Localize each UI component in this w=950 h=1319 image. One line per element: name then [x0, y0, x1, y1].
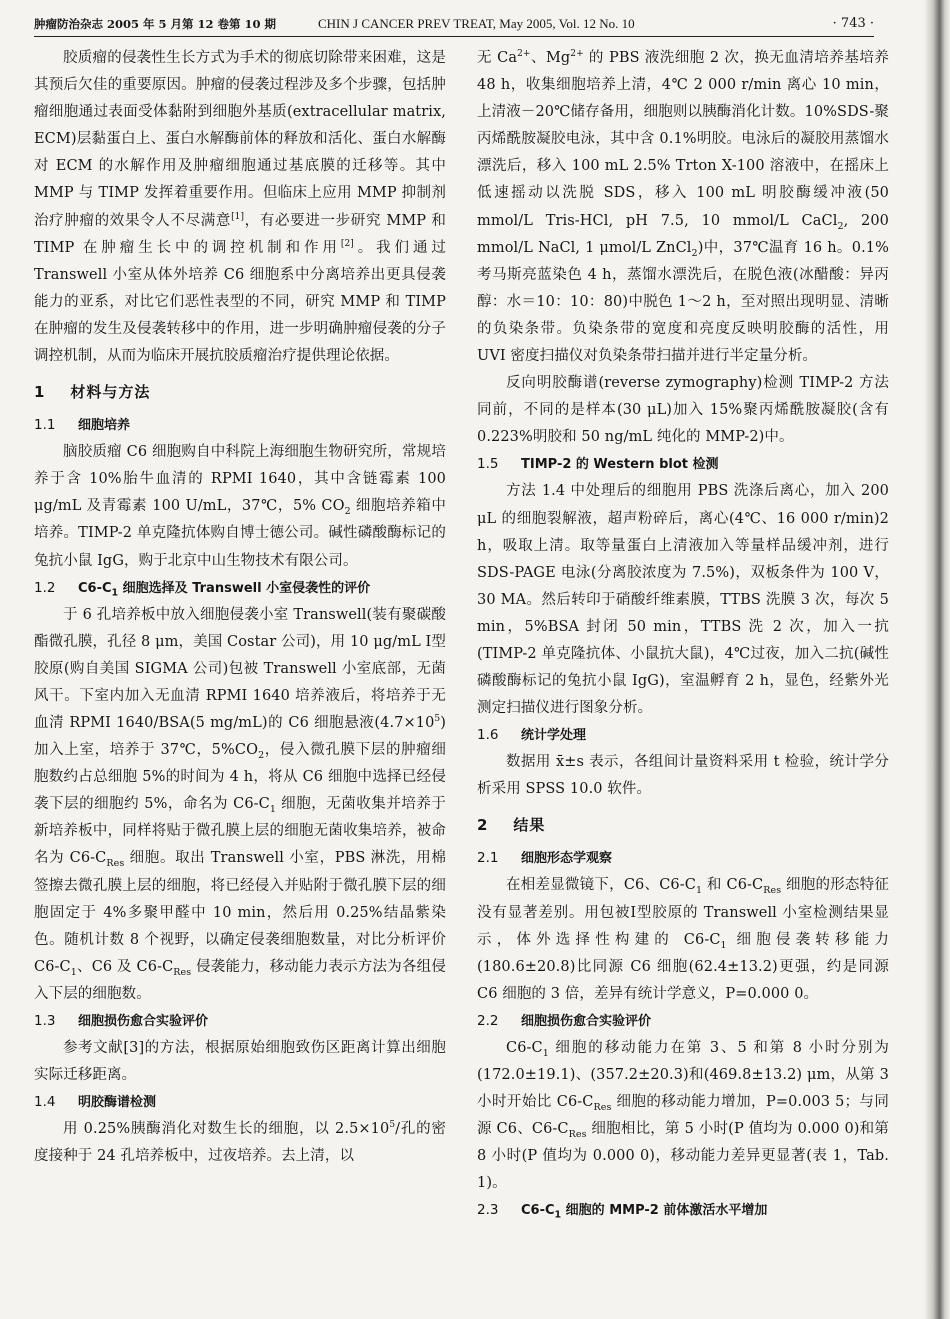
paragraph-1-4-continued: 无 $Ca^{2+}$、$Mg^{2+}$ 的 PBS 液洗细胞 2 次，换无血清培养基培养 48 h，收集细胞培养上清，4℃ 2 000 r/min 离心 10 min，上清液－20℃储存备用，细胞则以胰酶消化计数。10%SDS-聚丙烯酰胺凝胶电泳，其中含 0.1%明胶。电泳后的凝胶用蒸馏水漂洗后，移入 100 mL 2.5% Trton X-100 溶液中，在摇床上低速摇动以洗脱 SDS，移入 100 mL 明胶酶缓冲液(50 mmol/L Tris-HCl, pH 7.5, 10 mmol/L CaCl$_2$, 200 mmol/L NaCl, 1 μmol/L ZnCl$_2$)中，37℃温育 16 h。0.1%考马斯亮蓝染色 4 h，蒸馏水漂洗后，在脱色液(冰醋酸：异丙醇：水＝10：10：80)中脱色 1～2 h，至对照出现明显、清晰的负染条带。负染条带的宽度和亮度反映明胶酶的活性，用 UVI 密度扫描仪对负染条带扫描并进行半定量分析。	[477, 49, 889, 365]
subsection-heading-2-2: 2.2 细胞损伤愈合实验评价	[477, 1012, 652, 1029]
journal-title-cn: 肿瘤防治杂志 2005 年 5 月第 12 卷第 10 期	[34, 17, 277, 31]
header-rule	[34, 36, 874, 37]
paragraph-1-2: 于 6 孔培养板中放入细胞侵袭小室 Transwell(装有聚碳酸酯微孔膜，孔径 8 μm，美国 Costar 公司)，用 10 μg/mL Ⅰ型胶原(购自美国 SIGMA 公司)包被 Transwell 小室底部，无菌风干。下室内加入无血清 RPMI 1640 培养液后，将培养于无血清 RPMI 1640/BSA(5 mg/mL)的 C6 细胞悬液$(4.7\times 10^5)$加入上室，培养于 37℃，$5\%CO_2$，侵入微孔膜下层的肿瘤细胞数约占总细胞 5%的时间为 4 h，将从 C6 细胞中选择已经侵袭下层的细胞约 5%，命名为 $C6-C_1$ 细胞，无菌收集并培养于新培养板中，同样将贴于微孔膜上层的细胞无菌收集培养，被命名为 $C6-C_{Res}$ 细胞。取出 Transwell 小室，PBS 淋洗，用棉签擦去微孔膜上层的细胞，将已经侵入并贴附于微孔膜下层的细胞固定于 4%多聚甲醛中 10 min，然后用 0.25%结晶紫染色。随机计数 8 个视野，以确定侵袭细胞数量，对比分析评价 $C6-C_1$、C6 及 $C6-C_{Res}$ 侵袭能力，移动能力表示方法为各组侵入下层的细胞数。	[34, 606, 447, 1002]
subsection-heading-1-5: 1.5 TIMP-2 的 Western blot 检测	[477, 456, 719, 473]
paragraph-1-3: 参考文献[3]的方法，根据原始细胞致伤区距离计算出细胞实际迁移距离。	[34, 1040, 446, 1084]
paragraph-1-5: 方法 1.4 中处理后的细胞用 PBS 洗涤后离心，加入 200 μL 的细胞裂解液，超声粉碎后，离心(4℃、16 000 r/min)2 h，吸取上清。取等量蛋白上清液加入等量样品缓冲剂，进行 SDS-PAGE 电泳(分离胶浓度为 7.5%)，双板条件为 100 V，30 MA。然后转印于硝酸纤维素膜，TTBS 洗膜 3 次，每次 5 min，5%BSA 封闭 50 min，TTBS 洗 2 次，加入一抗(TIMP-2 单克隆抗体、小鼠抗大鼠)，4℃过夜，加入二抗(碱性磷酸酶标记的兔抗小鼠 IgG)，室温孵育 2 h，显色，经紫外光测定扫描仪进行图象分析。	[477, 483, 889, 717]
paragraph-2-1: 在相差显微镜下，C6、$C6-C_1$ 和 $C6-C_{Res}$ 细胞的形态特征没有显著差别。用包被Ⅰ型胶原的 Transwell 小室检测结果显示，体外选择性构建的 $C6-C_1$ 细胞侵袭转移能力(180.6±20.8)比同源 C6 细胞(62.4±13.2)更强，约是同源 C6 细胞的 3 倍，差异有统计学意义，P=0.000 0。	[477, 877, 889, 1002]
paragraph-1-4: 用 0.25%胰酶消化对数生长的细胞，以 $2.5\times 10^5/$孔的密度接种于 24 孔培养板中，过夜培养。去上清，以	[34, 1120, 447, 1165]
right-column	[477, 45, 889, 1224]
subsection-heading-1-6: 1.6 统计学处理	[477, 727, 587, 744]
running-header	[34, 13, 874, 35]
intro-paragraph: 胶质瘤的侵袭性生长方式为手术的彻底切除带来困难，这是其预后欠佳的重要原因。肿瘤的侵袭过程涉及多个步骤，包括肿瘤细胞通过表面受体黏附到细胞外基质(extracellular matrix, ECM)层黏蛋白上、蛋白水解酶前体的释放和活化、蛋白水解酶对 ECM 的水解作用及肿瘤细胞通过基底膜的迁移等。其中 MMP 与 TIMP 发挥着重要作用。但临床上应用 MMP 抑制剂治疗肿瘤的效果令人不尽满意[1]，有必要进一步研究 MMP 和 TIMP 在肿瘤生长中的调控机制和作用[2]。我们通过 Transwell 小室从体外培养 C6 细胞系中分离培养出更具侵袭能力的亚系，对比它们恶性表型的不同，研究 MMP 和 TIMP 在肿瘤的发生及侵袭转移中的作用，进一步明确肿瘤侵袭的分子调控机制，从而为临床开展抗胶质瘤治疗提供理论依据。	[34, 50, 446, 365]
left-column	[34, 45, 446, 1170]
page-number: · 743 ·	[832, 16, 874, 31]
subsection-heading-1-3: 1.3 细胞损伤愈合实验评价	[34, 1013, 209, 1029]
subsection-heading-1-2: 1.2 $C6-C_1$ 细胞选择及 Transwell 小室侵袭性的评价	[34, 579, 371, 599]
subsection-heading-1-1: 1.1 细胞培养	[34, 417, 131, 434]
section-heading-2: 2 结果	[477, 816, 546, 835]
paragraph-1-6: 数据用 x̄±s 表示，各组间计量资料采用 t 检验，统计学分析采用 SPSS 10.0 软件。	[477, 754, 889, 798]
journal-title-en: CHIN J CANCER PREV TREAT, May 2005, Vol. 12 No. 10	[318, 16, 635, 31]
section-heading-1: 1 材料与方法	[34, 383, 151, 402]
paragraph-1-1: 脑胶质瘤 C6 细胞购自中科院上海细胞生物研究所，常规培养于含 10%胎牛血清的 RPMI 1640，其中含链霉素 100 μg/mL 及青霉素 100 U/mL，37℃，5% $CO_2$ 细胞培养箱中培养。TIMP-2 单克隆抗体购自博士德公司。碱性磷酸酶标记的兔抗小鼠 IgG，购于北京中山生物技术有限公司。	[34, 444, 446, 569]
paragraph-reverse-zymography: 反向明胶酶谱(reverse zymography)检测 TIMP-2 方法同前，不同的是样本(30 μL)加入 15%聚丙烯酰胺凝胶(含有 0.223%明胶和 50 ng/mL 纯化的 MMP-2)中。	[477, 375, 889, 446]
subsection-heading-2-1: 2.1 细胞形态学观察	[477, 850, 613, 867]
page-edge-shadow	[924, 0, 950, 1319]
subsection-heading-2-3: 2.3 $C6-C_1$ 细胞的 MMP-2 前体激活水平增加	[477, 1202, 768, 1222]
subsection-heading-1-4: 1.4 明胶酶谱检测	[34, 1094, 157, 1111]
paragraph-2-2: $C6-C_1$ 细胞的移动能力在第 3、5 和第 8 小时分别为(172.0±19.1)、(357.2±20.3)和(469.8±13.2) μm，从第 3 小时开始比 $C6-C_{Res}$ 细胞的移动能力增加，P=0.003 5；与同源 C6、$C6-C_{Res}$ 细胞相比，第 5 小时(P 值均为 0.000 0)和第 8 小时(P 值均为 0.000 0)，移动能力差异更显著(表 1，Tab. 1)。	[477, 1039, 889, 1192]
